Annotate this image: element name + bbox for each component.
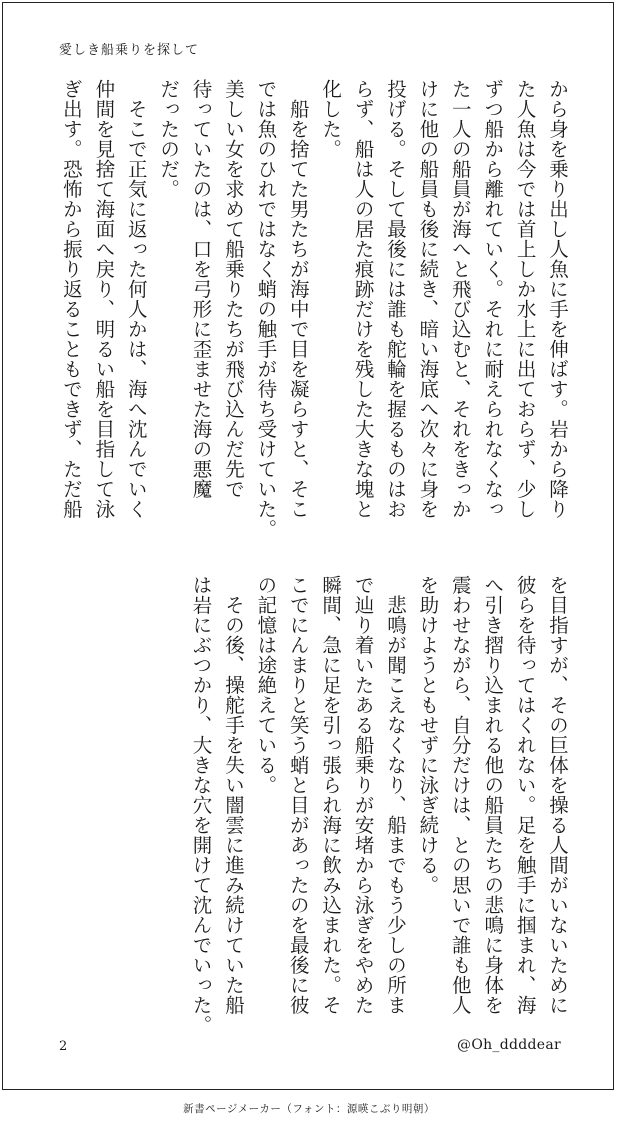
body-text-upper: から身を乗り出し人魚に手を伸ばす。岩から降り た人魚は今では首上しか水上に出ておらず、少し ずつ船から離れていく。それに耐えられなくなっ た一人の船員が海へと飛び込むと、それをきっか けに他の船員も後に続き、暗い海底へ次々に身を 投げる。そして最後には誰も舵輪を握るものはお らず、船は人の居た痕跡だけを残した大きな塊と 化した。 船を捨てた男たちが海中で目を凝らすと、そこ では魚のひれではなく蛸の触手が待ち受けていた。 美しい女を求めて船乗りたちが飛び込んだ先で 待っていたのは、口を弓形に歪ませた海の悪魔 だったのだ。 そこで正気に返った何人かは、海へ沈んでいく 仲間を見捨て海面へ戻り、明るい船を目指して泳 ぎ出す。恐怖から振り返ることもできず、ただ船 [59, 79, 569, 539]
generator-credit: 新書ページメーカー（フォント：源暎こぶり明朝） [183, 1103, 435, 1115]
running-title: 愛しき船乗りを探して [59, 43, 200, 58]
body-text-lower: を目指すが、その巨体を操る人間がいないために 彼らを待ってはくれない。足を触手に掴まれ、海 へ引き摺り込まれる他の船員たちの悲鳴に身体を 震わせながら、自分だけは、との思いで誰も他人 を助けようともせずに泳ぎ続ける。 悲鳴が聞こえなくなり、船までもう少しの所ま で辿り着いたある船乗りが安堵から泳ぎをやめた 瞬間、急に足を引っ張られ海に飲み込まれた。そ こでにんまりと笑う蛸と目があったのを最後に彼 の記憶は途絶えている。 その後、操舵手を失い闇雲に進み続けていた船 は岩にぶつかり、大きな穴を開けて沈んでいった。 [189, 575, 569, 1035]
page-number: 2 [59, 1039, 68, 1054]
book-page [2, 2, 614, 1090]
author-handle: @Oh_ddddear [457, 1037, 561, 1053]
